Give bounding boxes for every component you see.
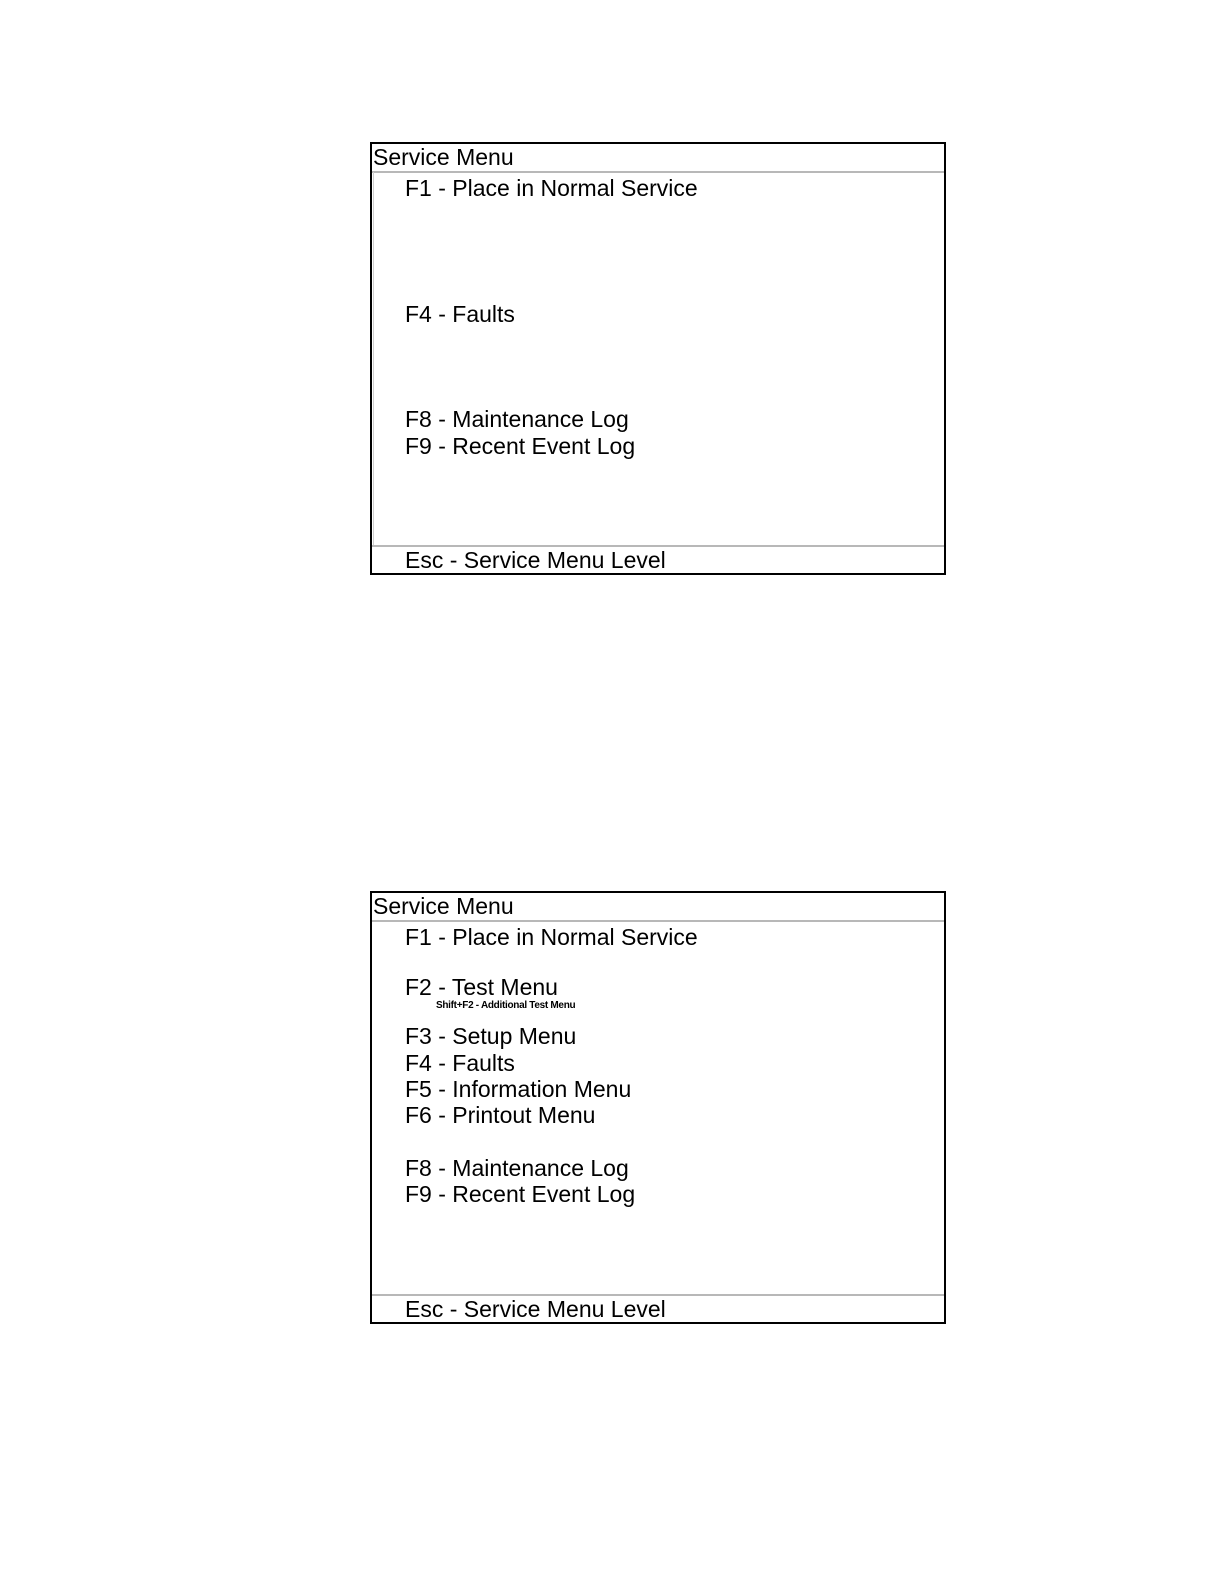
screen-title: Service Menu xyxy=(373,893,514,919)
service-menu-screen-full xyxy=(370,891,946,1324)
menu-item-information-menu[interactable]: F5 - Information Menu xyxy=(405,1076,632,1102)
esc-service-menu-level[interactable]: Esc - Service Menu Level xyxy=(405,547,666,573)
title-bar xyxy=(372,144,944,173)
menu-item-recent-event-log[interactable]: F9 - Recent Event Log xyxy=(405,433,636,459)
menu-item-place-in-normal-service[interactable]: F1 - Place in Normal Service xyxy=(405,924,698,950)
menu-item-recent-event-log[interactable]: F9 - Recent Event Log xyxy=(405,1181,636,1207)
menu-item-test-menu[interactable]: F2 - Test Menu xyxy=(405,974,558,1000)
footer-bar xyxy=(372,1294,944,1322)
menu-item-setup-menu[interactable]: F3 - Setup Menu xyxy=(405,1023,577,1049)
footer-bar xyxy=(372,545,944,573)
menu-item-maintenance-log[interactable]: F8 - Maintenance Log xyxy=(405,1155,629,1181)
menu-item-place-in-normal-service[interactable]: F1 - Place in Normal Service xyxy=(405,175,698,201)
esc-service-menu-level[interactable]: Esc - Service Menu Level xyxy=(405,1296,666,1322)
service-menu-screen-limited xyxy=(370,142,946,575)
menu-item-printout-menu[interactable]: F6 - Printout Menu xyxy=(405,1102,596,1128)
additional-test-menu-hint: Shift+F2 - Additional Test Menu xyxy=(436,1000,576,1011)
menu-item-maintenance-log[interactable]: F8 - Maintenance Log xyxy=(405,406,629,432)
menu-item-faults[interactable]: F4 - Faults xyxy=(405,301,515,327)
screen-title: Service Menu xyxy=(373,144,514,170)
menu-item-faults[interactable]: F4 - Faults xyxy=(405,1050,515,1076)
title-bar xyxy=(372,893,944,922)
divider xyxy=(373,172,374,545)
